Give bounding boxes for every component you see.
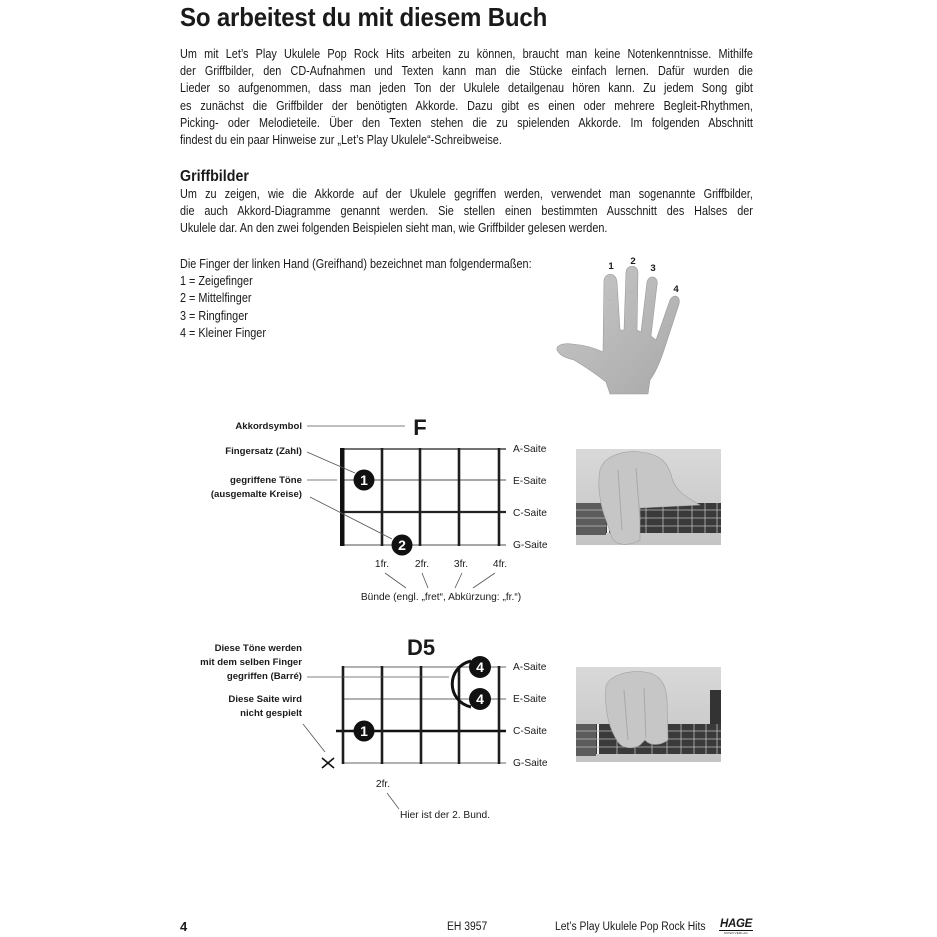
fret-label: 4fr. [492, 559, 508, 570]
text-line: der Griffbilder, den CD-Aufnahmen und Texten kann man die Stücke einfach lernen. Dafür wurden die [180, 64, 753, 79]
publisher-logo [719, 919, 753, 935]
chord-diagram-f [211, 415, 548, 603]
label-barre: gegriffen (Barré) [226, 671, 302, 682]
chord-symbol: D5 [406, 635, 436, 660]
hand-finger-number: 1 [608, 261, 614, 272]
logo-subtext: MUSIKVERLAG [724, 931, 748, 935]
string-label-g: G-Saite [513, 758, 548, 769]
finger-item: 4 = Kleiner Finger [180, 325, 266, 340]
fret-label: 1fr. [374, 559, 390, 570]
text-line: die auch Akkord-Diagramme genannt werden. Sie stellen einen bestimmten Ausschnitt des Halses der [180, 204, 753, 219]
chord-diagram-d5 [200, 635, 548, 821]
string-label-c: C-Saite [513, 508, 547, 519]
label-muted-string: nicht gespielt [240, 708, 302, 719]
label-fretted-notes: gegriffene Töne [230, 475, 302, 486]
finger-dot [354, 721, 375, 742]
string-label-a: A-Saite [513, 662, 547, 673]
label-muted-string: Diese Saite wird [228, 694, 302, 705]
section-heading-griffbilder: Griffbilder [180, 168, 249, 185]
finger-list-intro: Die Finger der linken Hand (Greifhand) bezeichnet man folgendermaßen: [180, 257, 532, 271]
label-fingering: Fingersatz (Zahl) [225, 446, 302, 457]
finger-dot [392, 535, 413, 556]
label-barre: mit dem selben Finger [200, 657, 302, 668]
label-filled-circles: (ausgemalte Kreise) [210, 489, 302, 500]
chord-photo-f [576, 449, 721, 545]
hand-image [557, 256, 679, 394]
finger-item: 1 = Zeigefinger [180, 274, 253, 289]
text-line: Lieder so aufgenommen, dass man jeden Ton der Ukulele detailgenau hören kann. Zu jedem Song gibt [180, 81, 753, 96]
finger-dot [469, 656, 491, 678]
start-fret-label: 2fr. [375, 779, 391, 790]
string-label-g: G-Saite [513, 540, 548, 551]
finger-item: 2 = Mittelfinger [180, 291, 252, 306]
text-line: es zunächst die Griffbilder der benötigten Akkorde. Dazu gibt es einen oder mehrere Begleit-Rhythmen, [180, 98, 753, 113]
text-line: findest du ein paar Hinweise zur „Let’s Play Ukulele“-Schreibweise. [180, 132, 502, 147]
label-barre: Diese Töne werden [214, 643, 302, 654]
page-title: So arbeitest du mit diesem Buch [180, 2, 548, 32]
finger-item: 3 = Ringfinger [180, 308, 248, 323]
barre-arc [452, 661, 471, 707]
hand-finger-number: 3 [650, 263, 656, 274]
chord-photo-d5 [576, 667, 721, 762]
text-line: Um zu zeigen, wie die Akkorde auf der Ukulele gegriffen werden, verwendet man sogenannte Griffbilder, [180, 187, 753, 201]
chord-symbol: F [413, 415, 427, 440]
muted-string-x-icon [322, 758, 334, 768]
text-line: Ukulele dar. An den zwei folgenden Beispielen sieht man, wie Griffbilder gelesen werden. [180, 221, 608, 236]
svg-text:1: 1 [360, 472, 368, 488]
hand-finger-number: 2 [630, 256, 636, 267]
finger-dot [354, 470, 375, 491]
string-label-c: C-Saite [513, 726, 547, 737]
svg-text:2: 2 [398, 537, 406, 553]
string-label-e: E-Saite [513, 476, 547, 487]
svg-text:1: 1 [360, 723, 368, 739]
svg-text:4: 4 [476, 691, 484, 707]
hand-finger-number: 4 [673, 284, 679, 295]
book-title: Let’s Play Ukulele Pop Rock Hits [555, 921, 706, 933]
text-line: Um mit Let’s Play Ukulele Pop Rock Hits arbeiten zu können, braucht man keine Notenkenntnisse. Mithilfe [180, 47, 753, 61]
string-label-e: E-Saite [513, 694, 547, 705]
fret-label: 3fr. [453, 559, 469, 570]
text-line: Picking- oder Melodieteile. Über den Texten stehen die zu spielenden Akkorde. Im folgenden Abschnitt [180, 115, 753, 130]
svg-text:4: 4 [476, 659, 484, 675]
page-number: 4 [180, 919, 188, 934]
fret-label: 2fr. [414, 559, 430, 570]
catalog-number: EH 3957 [447, 921, 488, 933]
frets-caption: Bünde (engl. „fret“, Abkürzung: „fr.“) [360, 592, 522, 603]
string-label-a: A-Saite [513, 444, 547, 455]
start-fret-caption: Hier ist der 2. Bund. [400, 810, 491, 821]
label-chord-symbol: Akkordsymbol [235, 421, 302, 432]
logo-text: HAGE [719, 918, 753, 930]
finger-dot [469, 688, 491, 710]
